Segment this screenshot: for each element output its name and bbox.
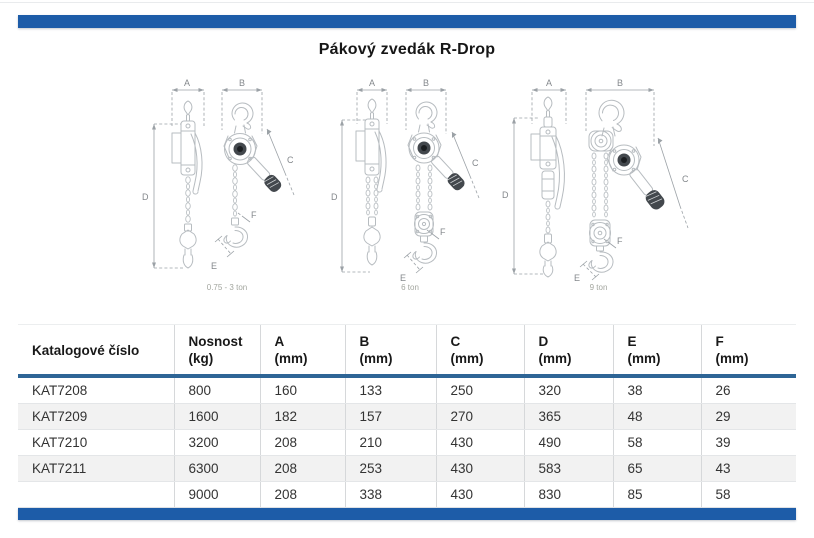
table-cell: 29 xyxy=(701,404,796,430)
dim-label-e: E xyxy=(400,273,407,282)
dim-label-a: A xyxy=(546,78,553,88)
table-cell: KAT7208 xyxy=(18,376,174,404)
table-cell: 208 xyxy=(260,430,345,456)
column-header: Katalogové číslo xyxy=(18,325,174,377)
dim-label-e: E xyxy=(574,273,581,282)
diagram-row xyxy=(0,76,814,302)
table-cell: 3200 xyxy=(174,430,260,456)
table-cell: 26 xyxy=(701,376,796,404)
page-title: Pákový zvedák R-Drop xyxy=(318,41,496,58)
spec-table-body xyxy=(18,376,796,508)
diagram-caption: 6 ton xyxy=(401,283,419,292)
dim-label-c: C xyxy=(472,158,479,168)
table-row xyxy=(18,482,796,508)
table-cell: 430 xyxy=(436,482,524,508)
dim-label-c: C xyxy=(682,174,689,184)
column-header: D (mm) xyxy=(524,325,613,377)
hoist-diagram-medium xyxy=(330,76,490,292)
dim-label-c: C xyxy=(287,155,294,165)
table-cell: 182 xyxy=(260,404,345,430)
hoist-drawing-medium xyxy=(330,76,490,282)
hoist-drawing-small xyxy=(138,76,316,282)
table-cell: 830 xyxy=(524,482,613,508)
spec-table xyxy=(18,324,796,508)
dim-label-b: B xyxy=(239,78,246,88)
table-cell: 338 xyxy=(345,482,436,508)
table-cell: 208 xyxy=(260,456,345,482)
table-row xyxy=(18,404,796,430)
table-cell: 210 xyxy=(345,430,436,456)
table-cell: 39 xyxy=(701,430,796,456)
dim-label-f: F xyxy=(440,227,446,237)
dim-label-a: A xyxy=(369,78,376,88)
dim-label-b: B xyxy=(617,78,624,88)
page-top-edge xyxy=(0,2,814,3)
spec-table-head xyxy=(18,325,796,377)
table-cell: 58 xyxy=(701,482,796,508)
dim-label-e: E xyxy=(211,261,218,271)
table-cell: 270 xyxy=(436,404,524,430)
dim-label-b: B xyxy=(423,78,430,88)
table-cell: 365 xyxy=(524,404,613,430)
table-cell: 250 xyxy=(436,376,524,404)
table-cell: 6300 xyxy=(174,456,260,482)
column-header: Nosnost (kg) xyxy=(174,325,260,377)
table-cell: 800 xyxy=(174,376,260,404)
table-cell: 48 xyxy=(613,404,701,430)
dim-label-a: A xyxy=(184,78,191,88)
table-cell: 85 xyxy=(613,482,701,508)
table-cell: 1600 xyxy=(174,404,260,430)
column-header: E (mm) xyxy=(613,325,701,377)
accent-bar-top xyxy=(18,15,796,28)
table-cell: 160 xyxy=(260,376,345,404)
column-header: F (mm) xyxy=(701,325,796,377)
accent-bar-bottom xyxy=(18,508,796,520)
table-row xyxy=(18,430,796,456)
hoist-drawing-large xyxy=(496,76,701,282)
table-cell: 430 xyxy=(436,456,524,482)
table-cell: KAT7211 xyxy=(18,456,174,482)
table-cell: KAT7209 xyxy=(18,404,174,430)
dim-label-d: D xyxy=(331,192,338,202)
diagram-caption: 9 ton xyxy=(589,283,608,292)
table-cell: 253 xyxy=(345,456,436,482)
hoist-diagram-small xyxy=(138,76,316,292)
table-cell xyxy=(18,482,174,508)
dim-label-d: D xyxy=(142,192,149,202)
table-cell: 38 xyxy=(613,376,701,404)
table-cell: 9000 xyxy=(174,482,260,508)
table-cell: 157 xyxy=(345,404,436,430)
table-row xyxy=(18,456,796,482)
table-cell: 43 xyxy=(701,456,796,482)
column-header: C (mm) xyxy=(436,325,524,377)
table-cell: 583 xyxy=(524,456,613,482)
table-cell: 320 xyxy=(524,376,613,404)
table-cell: 490 xyxy=(524,430,613,456)
table-cell: 430 xyxy=(436,430,524,456)
column-header: A (mm) xyxy=(260,325,345,377)
table-cell: 58 xyxy=(613,430,701,456)
table-cell: 208 xyxy=(260,482,345,508)
table-cell: 65 xyxy=(613,456,701,482)
dim-label-f: F xyxy=(251,210,257,220)
table-cell: 133 xyxy=(345,376,436,404)
dim-label-d: D xyxy=(502,190,509,200)
diagram-caption: 0.75 - 3 ton xyxy=(206,283,248,292)
table-cell: KAT7210 xyxy=(18,430,174,456)
hoist-diagram-large xyxy=(496,76,701,292)
column-header: B (mm) xyxy=(345,325,436,377)
dim-label-f: F xyxy=(617,236,623,246)
table-row xyxy=(18,376,796,404)
header-row xyxy=(18,325,796,377)
